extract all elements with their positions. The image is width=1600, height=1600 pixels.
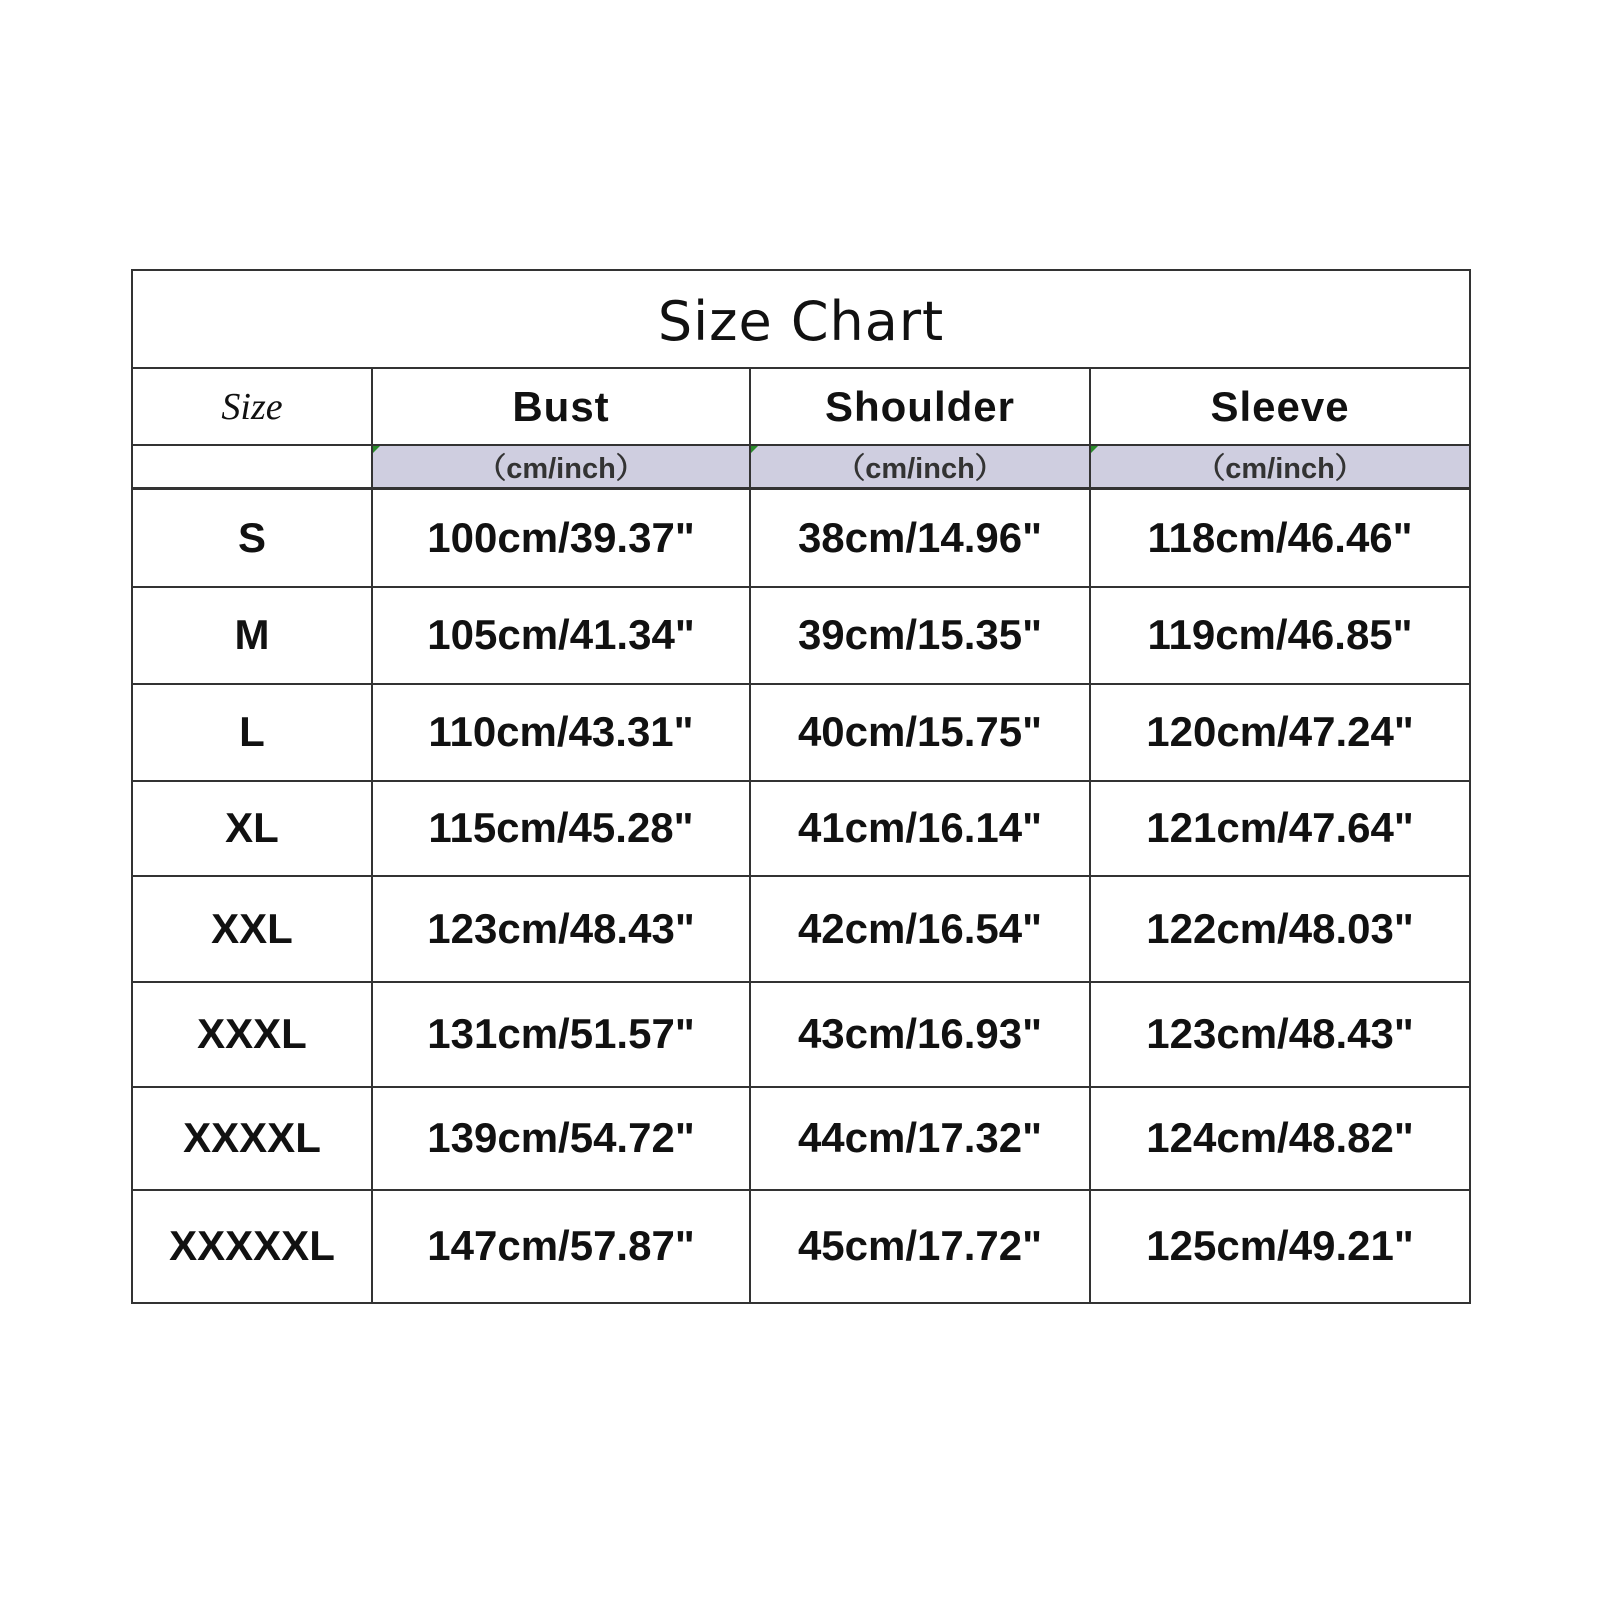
sleeve-cell: 122cm/48.03": [1090, 876, 1470, 982]
unit-row: [132, 445, 1470, 489]
size-cell: L: [132, 684, 372, 781]
unit-sleeve: （cm/inch）: [1090, 445, 1470, 489]
bust-cell: 115cm/45.28": [372, 781, 750, 876]
size-cell: XL: [132, 781, 372, 876]
table-row: [132, 587, 1470, 684]
header-size: Size: [132, 368, 372, 445]
shoulder-cell: 41cm/16.14": [750, 781, 1090, 876]
table-row: [132, 982, 1470, 1087]
table-row: [132, 1087, 1470, 1190]
table-row: [132, 1190, 1470, 1303]
table-row: [132, 876, 1470, 982]
sleeve-cell: 125cm/49.21": [1090, 1190, 1470, 1303]
table-row: [132, 489, 1470, 587]
size-cell: XXXL: [132, 982, 372, 1087]
table-row: [132, 684, 1470, 781]
shoulder-cell: 38cm/14.96": [750, 489, 1090, 587]
sleeve-cell: 118cm/46.46": [1090, 489, 1470, 587]
header-bust: Bust: [372, 368, 750, 445]
unit-shoulder: （cm/inch）: [750, 445, 1090, 489]
table-row: [132, 781, 1470, 876]
size-cell: M: [132, 587, 372, 684]
bust-cell: 110cm/43.31": [372, 684, 750, 781]
header-shoulder: Shoulder: [750, 368, 1090, 445]
size-cell: XXXXL: [132, 1087, 372, 1190]
shoulder-cell: 43cm/16.93": [750, 982, 1090, 1087]
header-sleeve: Sleeve: [1090, 368, 1470, 445]
size-chart-table: [131, 269, 1471, 1304]
unit-bust: （cm/inch）: [372, 445, 750, 489]
bust-cell: 105cm/41.34": [372, 587, 750, 684]
sleeve-cell: 124cm/48.82": [1090, 1087, 1470, 1190]
shoulder-cell: 45cm/17.72": [750, 1190, 1090, 1303]
size-cell: S: [132, 489, 372, 587]
chart-title: Size Chart: [132, 270, 1470, 368]
bust-cell: 123cm/48.43": [372, 876, 750, 982]
shoulder-cell: 40cm/15.75": [750, 684, 1090, 781]
bust-cell: 139cm/54.72": [372, 1087, 750, 1190]
sleeve-cell: 120cm/47.24": [1090, 684, 1470, 781]
shoulder-cell: 42cm/16.54": [750, 876, 1090, 982]
shoulder-cell: 44cm/17.32": [750, 1087, 1090, 1190]
header-row: [132, 368, 1470, 445]
bust-cell: 147cm/57.87": [372, 1190, 750, 1303]
sleeve-cell: 121cm/47.64": [1090, 781, 1470, 876]
shoulder-cell: 39cm/15.35": [750, 587, 1090, 684]
title-row: [132, 270, 1470, 368]
sleeve-cell: 123cm/48.43": [1090, 982, 1470, 1087]
bust-cell: 100cm/39.37": [372, 489, 750, 587]
bust-cell: 131cm/51.57": [372, 982, 750, 1087]
sleeve-cell: 119cm/46.85": [1090, 587, 1470, 684]
size-cell: XXXXXL: [132, 1190, 372, 1303]
unit-blank-cell: [132, 445, 372, 489]
size-cell: XXL: [132, 876, 372, 982]
